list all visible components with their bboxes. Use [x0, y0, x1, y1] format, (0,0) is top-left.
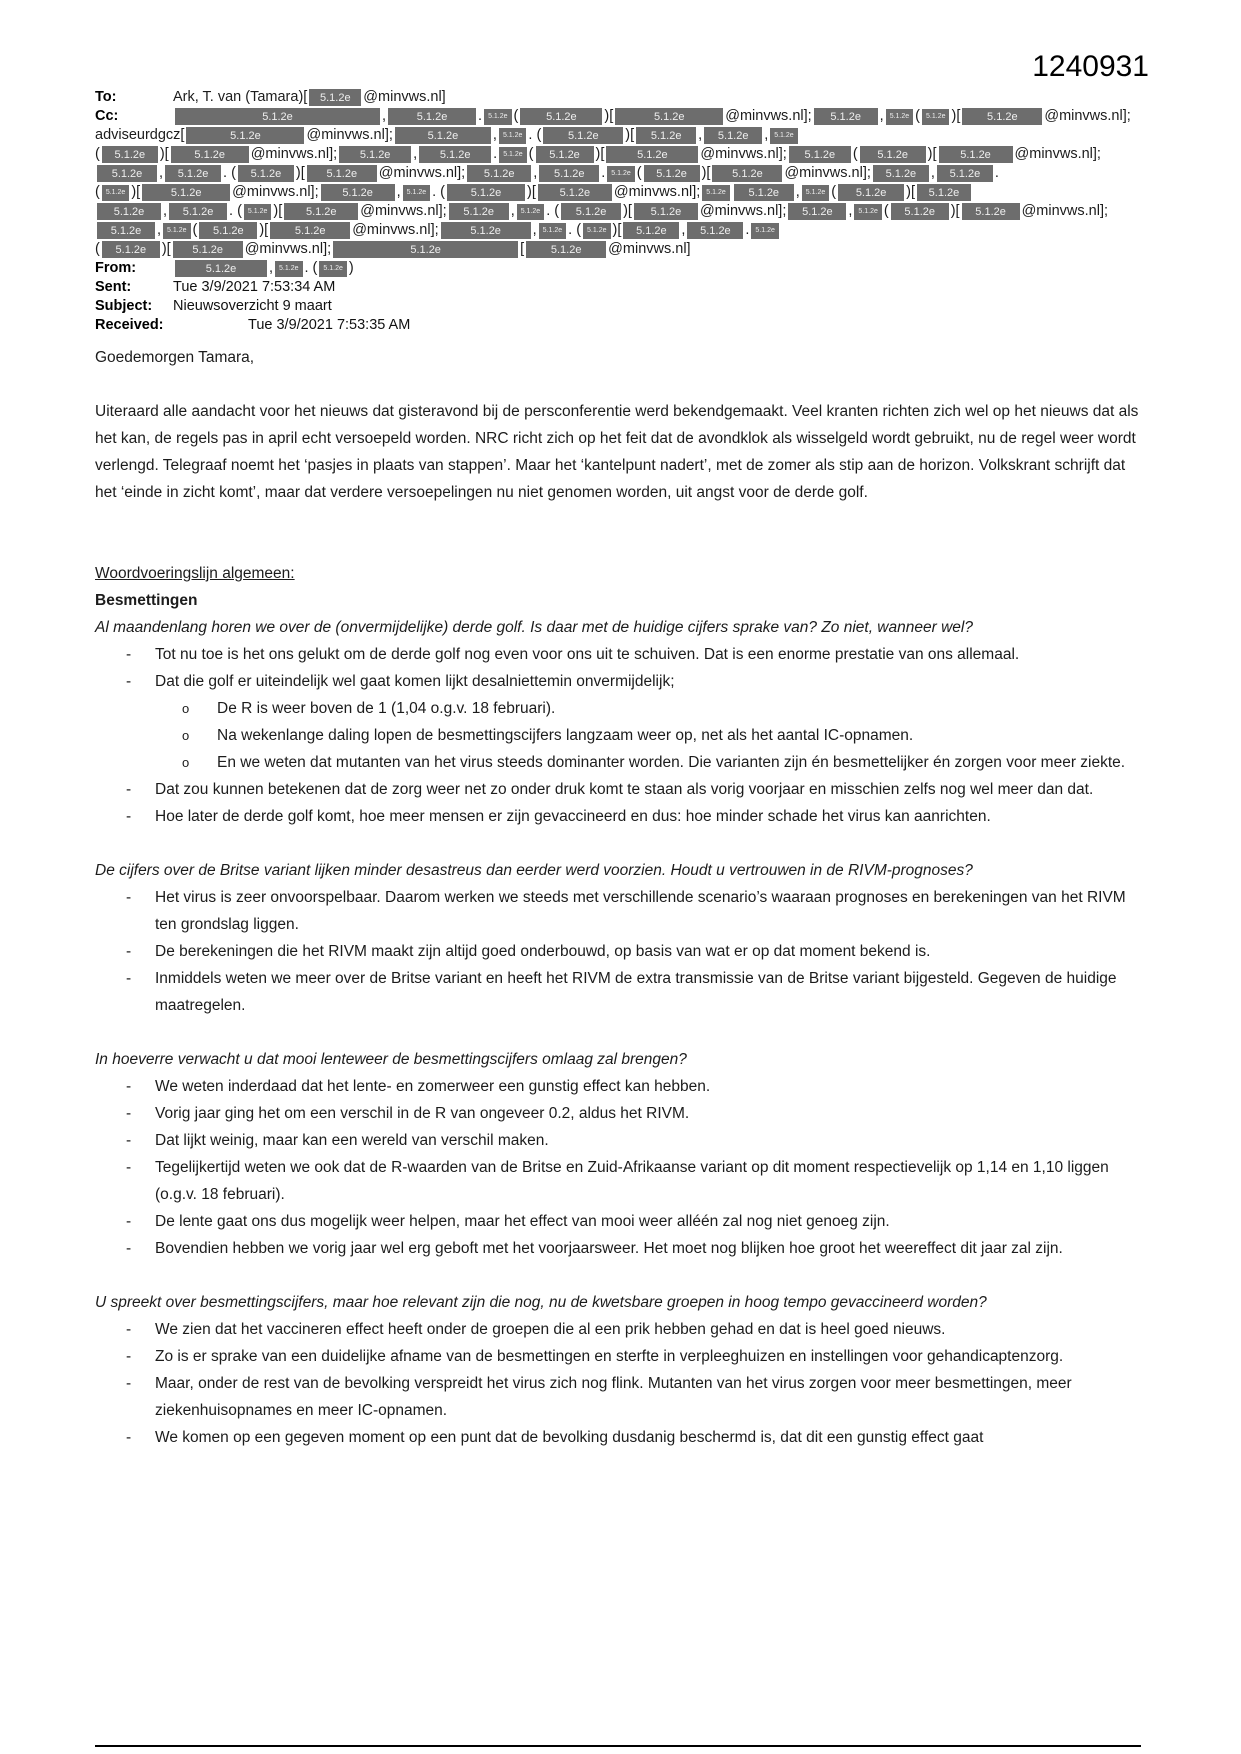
header-text-fragment: .: [745, 222, 750, 238]
bullet-item: - Dat zou kunnen betekenen dat de zorg weer net zo onder druk komt te staan als vorig voorjaar en misschien zelfs nog wel meer dan dat.: [95, 776, 1149, 803]
header-text-fragment: @minvws.nl];: [244, 241, 332, 257]
redaction-box: 5.1.2e: [634, 203, 698, 220]
redaction-box: 5.1.2e: [607, 166, 634, 182]
header-text-fragment: . (: [546, 203, 560, 219]
bullet-item: - Zo is er sprake van een duidelijke afname van de besmettingen en sterfte in verpleeghuizen en instellingen voor gehandicaptenzorg.: [95, 1343, 1149, 1370]
question-line: Al maandenlang horen we over de (onvermijdelijke) derde golf. Is daar met de huidige cijfers sprake van? Zo niet, wanneer wel?: [95, 619, 973, 636]
header-text-fragment: ,: [681, 222, 686, 238]
header-text-fragment: ,: [848, 203, 853, 219]
header-text-fragment: (: [95, 241, 100, 257]
header-text-fragment: @minvws.nl];: [700, 146, 787, 162]
header-text-fragment: )[: [623, 203, 632, 219]
redaction-box: 5.1.2e: [275, 261, 302, 277]
redaction-box: 5.1.2e: [309, 89, 361, 106]
redaction-box: 5.1.2e: [419, 146, 491, 163]
header-text-fragment: @minvws.nl]: [608, 241, 691, 257]
header-text-fragment: @minvws.nl];: [250, 146, 338, 162]
header-text-fragment: )[: [906, 184, 915, 200]
cc-continuation-line: [95, 164, 1155, 183]
redaction-box: 5.1.2e: [169, 203, 227, 220]
header-text-fragment: )[: [951, 108, 961, 124]
intro-paragraph: Uiteraard alle aandacht voor het nieuws dat gisteravond bij de persconferentie werd bekendgemaakt. Veel kranten richten zich wel op het nieuws dat als het kan, de regels pas in april echt versoepeld worden. NRC richt zich op het feit dat de avondklok als wisselgeld wordt gebruikt, nu de regel weer wordt verlengd. Telegraaf noemt het ‘pasjes in plaats van stappen’. Maar het ‘kantelpunt nadert’, met de zomer als stip aan de horizon. Volkskrant schrijft dat het ‘einde in zicht komt’, maar dat verdere versoepelingen nu niet genomen worden, uit angst voor de derde golf.: [95, 403, 1139, 501]
header-text-fragment: . (: [223, 165, 236, 181]
redaction-box: 5.1.2e: [97, 165, 157, 182]
to-label: To:: [95, 89, 117, 105]
bullet-item: - Het virus is zeer onvoorspelbaar. Daarom werken we steeds met verschillende scenario’s waaraan prognoses en berekeningen van het RIVM ten grondslag liggen.: [95, 884, 1149, 938]
redaction-box: 5.1.2e: [702, 185, 729, 201]
email-body: [95, 344, 1149, 1451]
header-text-fragment: @minvws.nl]: [363, 89, 446, 105]
header-text-fragment: )[: [273, 203, 283, 219]
redaction-box: 5.1.2e: [244, 204, 271, 220]
header-text-fragment: (: [95, 184, 100, 200]
header-text-fragment: @minvws.nl];: [613, 184, 701, 200]
header-text-fragment: . (: [528, 127, 542, 143]
qa-section: [95, 1289, 1149, 1451]
header-text-fragment: ,: [532, 222, 537, 238]
header-row-received: [95, 316, 1155, 335]
redaction-box: 5.1.2e: [517, 204, 544, 220]
header-text-fragment: . (: [229, 203, 242, 219]
bullet-item: - We komen op een gegeven moment op een punt dat de bevolking dusdanig beschermd is, dat dit een gunstig effect gaat: [95, 1424, 1149, 1451]
bullet-item: - De berekeningen die het RIVM maakt zijn altijd goed onderbouwd, op basis van wat er op dat moment bekend is.: [95, 938, 1149, 965]
redaction-box: 5.1.2e: [886, 109, 913, 125]
redaction-box: 5.1.2e: [636, 127, 696, 144]
redaction-box: 5.1.2e: [922, 109, 949, 125]
document-id: 1240931: [1032, 50, 1149, 83]
qa-section: [95, 857, 1149, 1019]
bullet-item: - Maar, onder de rest van de bevolking verspreidt het virus zich nog flink. Mutanten van het virus zorgen voor meer besmettingen, meer ziekenhuisopnames en meer IC-opnamen.: [95, 1370, 1149, 1424]
header-text-fragment: ): [348, 260, 354, 276]
redaction-box: 5.1.2e: [520, 108, 602, 125]
header-text-fragment: ,: [269, 260, 274, 276]
redaction-box: 5.1.2e: [97, 203, 161, 220]
qa-sections: [95, 614, 1149, 1451]
header-text-fragment: )[: [625, 127, 635, 143]
bullet-item: - Hoe later de derde golf komt, hoe meer mensen er zijn gevaccineerd en dus: hoe minder schade het virus kan aanrichten.: [95, 803, 1149, 830]
header-text-fragment: ,: [163, 203, 168, 219]
redaction-box: 5.1.2e: [838, 184, 904, 201]
header-text-fragment: )[: [131, 184, 141, 200]
question-line: In hoeverre verwacht u dat mooi lenteweer de besmettingscijfers omlaag zal brengen?: [95, 1051, 687, 1068]
redaction-box: 5.1.2e: [199, 222, 257, 239]
redaction-box: 5.1.2e: [854, 204, 881, 220]
header-text-fragment: (: [95, 146, 100, 162]
redaction-box: 5.1.2e: [538, 184, 612, 201]
header-text-fragment: .: [994, 165, 999, 181]
subject-value: Nieuwsoverzicht 9 maart: [173, 298, 332, 314]
redaction-box: 5.1.2e: [712, 165, 782, 182]
header-text-fragment: (: [915, 108, 921, 124]
redaction-box: 5.1.2e: [499, 128, 526, 144]
redaction-box: 5.1.2e: [704, 127, 762, 144]
redaction-box: 5.1.2e: [917, 184, 971, 201]
header-text-fragment: )[: [295, 165, 305, 181]
section-heading: Woordvoeringslijn algemeen:: [95, 565, 295, 582]
redaction-box: 5.1.2e: [307, 165, 377, 182]
redaction-box: 5.1.2e: [175, 260, 267, 277]
redaction-box: 5.1.2e: [163, 223, 190, 239]
header-text-fragment: ,: [396, 184, 401, 200]
redaction-box: 5.1.2e: [319, 261, 346, 277]
header-text-fragment: . (: [432, 184, 445, 200]
header-text-fragment: ,: [533, 165, 538, 181]
redaction-box: 5.1.2e: [734, 184, 794, 201]
header-text-fragment: ,: [510, 203, 515, 219]
redaction-box: 5.1.2e: [644, 165, 700, 182]
header-text-fragment: )[: [950, 203, 960, 219]
redaction-box: 5.1.2e: [467, 165, 531, 182]
header-text-fragment: @minvws.nl];: [352, 222, 439, 238]
redaction-box: 5.1.2e: [539, 165, 599, 182]
header-text-fragment: )[: [604, 108, 614, 124]
sent-value: Tue 3/9/2021 7:53:34 AM: [173, 279, 336, 295]
redaction-box: 5.1.2e: [102, 185, 129, 201]
redaction-box: 5.1.2e: [751, 223, 778, 239]
header-text-fragment: (: [831, 184, 837, 200]
header-text-fragment: [: [520, 241, 525, 257]
header-text-fragment: ,: [157, 222, 162, 238]
redaction-box: 5.1.2e: [484, 109, 511, 125]
header-text-fragment: ,: [698, 127, 703, 143]
bullet-item: - Dat lijkt weinig, maar kan een wereld van verschil maken.: [95, 1127, 1149, 1154]
header-text-fragment: Ark, T. van (Tamara)[: [173, 89, 308, 105]
header-text-fragment: @minvws.nl];: [360, 203, 447, 219]
bullet-item: - Tegelijkertijd weten we ook dat de R-waarden van de Britse en Zuid-Afrikaanse variant op dit moment respectievelijk op 1,14 en 1,10 liggen (o.g.v. 18 februari).: [95, 1154, 1149, 1208]
cc-continuation-line: [95, 126, 1155, 145]
redaction-box: 5.1.2e: [333, 241, 518, 258]
greeting: Goedemorgen Tamara,: [95, 349, 255, 366]
redaction-box: 5.1.2e: [388, 108, 476, 125]
redaction-box: 5.1.2e: [789, 146, 851, 163]
received-value: Tue 3/9/2021 7:53:35 AM: [248, 317, 411, 333]
header-row-to: [95, 88, 1155, 107]
bullet-item: - We zien dat het vaccineren effect heeft onder de groepen die al een prik hebben gehad en dat is heel goed nieuws.: [95, 1316, 1149, 1343]
cc-continuation-line: [95, 145, 1155, 164]
cc-value: [173, 107, 1155, 126]
redaction-box: 5.1.2e: [860, 146, 926, 163]
redaction-box: 5.1.2e: [937, 165, 993, 182]
header-text-fragment: .: [493, 146, 498, 162]
header-text-fragment: ,: [879, 108, 884, 124]
redaction-box: 5.1.2e: [623, 222, 679, 239]
redaction-box: 5.1.2e: [102, 241, 160, 258]
redaction-box: 5.1.2e: [583, 223, 610, 239]
redaction-box: 5.1.2e: [165, 165, 221, 182]
header-text-fragment: @minvws.nl];: [784, 165, 871, 181]
header-text-fragment: . (: [568, 222, 582, 238]
header-text-fragment: .: [601, 165, 606, 181]
bullet-item: - Tot nu toe is het ons gelukt om de derde golf nog even voor ons uit te schuiven. Dat is een enorme prestatie van ons allemaal.: [95, 641, 1149, 668]
redaction-box: 5.1.2e: [173, 241, 243, 258]
bullet-item: - Dat die golf er uiteindelijk wel gaat komen lijkt desalniettemin onvermijdelijk;: [95, 668, 1149, 695]
header-text-fragment: (: [852, 146, 858, 162]
bullet-item: - Bovendien hebben we vorig jaar wel erg geboft met het voorjaarsweer. Het moet nog blijken hoe groot het weereffect dit jaar zal zijn.: [95, 1235, 1149, 1262]
email-header: [95, 88, 1155, 335]
sent-label: Sent:: [95, 279, 132, 295]
redaction-box: 5.1.2e: [403, 185, 430, 201]
header-text-fragment: )[: [527, 184, 536, 200]
redaction-box: 5.1.2e: [606, 146, 698, 163]
header-text-fragment: @minvws.nl];: [1021, 203, 1109, 219]
header-row-sent: [95, 278, 1155, 297]
redaction-box: 5.1.2e: [770, 128, 797, 144]
redaction-box: 5.1.2e: [539, 223, 566, 239]
header-text-fragment: (: [513, 108, 519, 124]
header-text-fragment: (: [528, 146, 534, 162]
redaction-box: 5.1.2e: [339, 146, 411, 163]
redaction-box: 5.1.2e: [186, 127, 304, 144]
redaction-box: 5.1.2e: [536, 146, 594, 163]
header-text-fragment: .: [478, 108, 483, 124]
cc-label: Cc:: [95, 108, 119, 124]
bullet-item: - We weten inderdaad dat het lente- en zomerweer een gunstig effect kan hebben.: [95, 1073, 1149, 1100]
header-text-fragment: ,: [764, 127, 769, 143]
redaction-box: 5.1.2e: [270, 222, 350, 239]
bullet-item: - Inmiddels weten we meer over de Britse variant en heeft het RIVM de extra transmissie van de Britse variant bijgesteld. Gegeven de huidige maatregelen.: [95, 965, 1149, 1019]
header-text-fragment: adviseurdgcz[: [95, 127, 185, 143]
redaction-box: 5.1.2e: [802, 185, 829, 201]
redaction-box: 5.1.2e: [788, 203, 846, 220]
header-text-fragment: )[: [259, 222, 269, 238]
header-text-fragment: )[: [701, 165, 711, 181]
redaction-box: 5.1.2e: [891, 203, 949, 220]
header-row-cc: [95, 107, 1155, 126]
sub-bullet-item: o Na wekenlange daling lopen de besmettingscijfers langzaam weer op, net als het aantal IC-opnamen.: [95, 722, 1149, 749]
header-text-fragment: @minvws.nl];: [1044, 108, 1131, 124]
redaction-box: 5.1.2e: [97, 222, 155, 239]
question-line: U spreekt over besmettingscijfers, maar hoe relevant zijn die nog, nu de kwetsbare groepen in hoog tempo gevaccineerd worden?: [95, 1294, 987, 1311]
header-text-fragment: @minvws.nl];: [378, 165, 466, 181]
redaction-box: 5.1.2e: [395, 127, 491, 144]
redaction-box: 5.1.2e: [171, 146, 249, 163]
header-text-fragment: ,: [382, 108, 387, 124]
from-value: [173, 259, 1155, 278]
redaction-box: 5.1.2e: [102, 146, 158, 163]
header-text-fragment: @minvws.nl];: [306, 127, 393, 143]
redaction-box: 5.1.2e: [142, 184, 230, 201]
page-bottom-rule: [95, 1745, 1141, 1747]
header-text-fragment: ,: [413, 146, 418, 162]
header-text-fragment: ,: [795, 184, 800, 200]
redaction-box: 5.1.2e: [284, 203, 358, 220]
header-text-fragment: )[: [927, 146, 937, 162]
subject-label: Subject:: [95, 298, 153, 314]
header-text-fragment: . (: [304, 260, 318, 276]
redaction-box: 5.1.2e: [447, 184, 525, 201]
cc-continuation-lines: [95, 126, 1155, 259]
sub-bullet-item: o De R is weer boven de 1 (1,04 o.g.v. 18 februari).: [95, 695, 1149, 722]
redaction-box: 5.1.2e: [499, 147, 526, 163]
from-label: From:: [95, 260, 137, 276]
header-text-fragment: (: [636, 165, 642, 181]
redaction-box: 5.1.2e: [962, 108, 1042, 125]
redaction-box: 5.1.2e: [939, 146, 1013, 163]
redaction-box: 5.1.2e: [449, 203, 509, 220]
redaction-box: 5.1.2e: [321, 184, 395, 201]
header-text-fragment: (: [883, 203, 889, 219]
qa-section: [95, 614, 1149, 830]
header-row-subject: [95, 297, 1155, 316]
header-text-fragment: ,: [930, 165, 935, 181]
question-line: De cijfers over de Britse variant lijken minder desastreus dan eerder werd voorzien. Houdt u vertrouwen in de RIVM-prognoses?: [95, 862, 973, 879]
bullet-item: - De lente gaat ons dus mogelijk weer helpen, maar het effect van mooi weer alléén zal nog niet genoeg zijn.: [95, 1208, 1149, 1235]
cc-continuation-line: [95, 240, 1155, 259]
header-row-from: [95, 259, 1155, 278]
redaction-box: 5.1.2e: [543, 127, 623, 144]
redaction-box: 5.1.2e: [873, 165, 929, 182]
header-text-fragment: )[: [612, 222, 622, 238]
redaction-box: 5.1.2e: [962, 203, 1020, 220]
redaction-box: 5.1.2e: [687, 222, 743, 239]
redaction-box: 5.1.2e: [441, 222, 531, 239]
redaction-box: 5.1.2e: [615, 108, 723, 125]
qa-section: [95, 1046, 1149, 1262]
header-text-fragment: ,: [159, 165, 164, 181]
received-label: Received:: [95, 317, 164, 333]
redaction-box: 5.1.2e: [561, 203, 621, 220]
redaction-box: 5.1.2e: [175, 108, 380, 125]
header-text-fragment: (: [192, 222, 198, 238]
header-text-fragment: )[: [595, 146, 605, 162]
header-text-fragment: )[: [161, 241, 171, 257]
header-text-fragment: )[: [159, 146, 169, 162]
header-text-fragment: @minvws.nl];: [232, 184, 319, 200]
redaction-box: 5.1.2e: [814, 108, 878, 125]
cc-continuation-line: [95, 183, 1155, 202]
header-text-fragment: ,: [492, 127, 497, 143]
bullet-item: - Vorig jaar ging het om een verschil in de R van ongeveer 0.2, aldus het RIVM.: [95, 1100, 1149, 1127]
to-value: [173, 88, 1155, 107]
header-text-fragment: @minvws.nl];: [1014, 146, 1101, 162]
section-subheading: Besmettingen: [95, 592, 198, 609]
sub-bullet-item: o En we weten dat mutanten van het virus steeds dominanter worden. Die varianten zijn én besmettelijker én zorgen voor meer ziekte.: [95, 749, 1149, 776]
cc-continuation-line: [95, 202, 1155, 221]
cc-continuation-line: [95, 221, 1155, 240]
redaction-box: 5.1.2e: [238, 165, 294, 182]
redaction-box: 5.1.2e: [526, 241, 606, 258]
header-text-fragment: @minvws.nl];: [699, 203, 787, 219]
header-text-fragment: @minvws.nl];: [725, 108, 812, 124]
